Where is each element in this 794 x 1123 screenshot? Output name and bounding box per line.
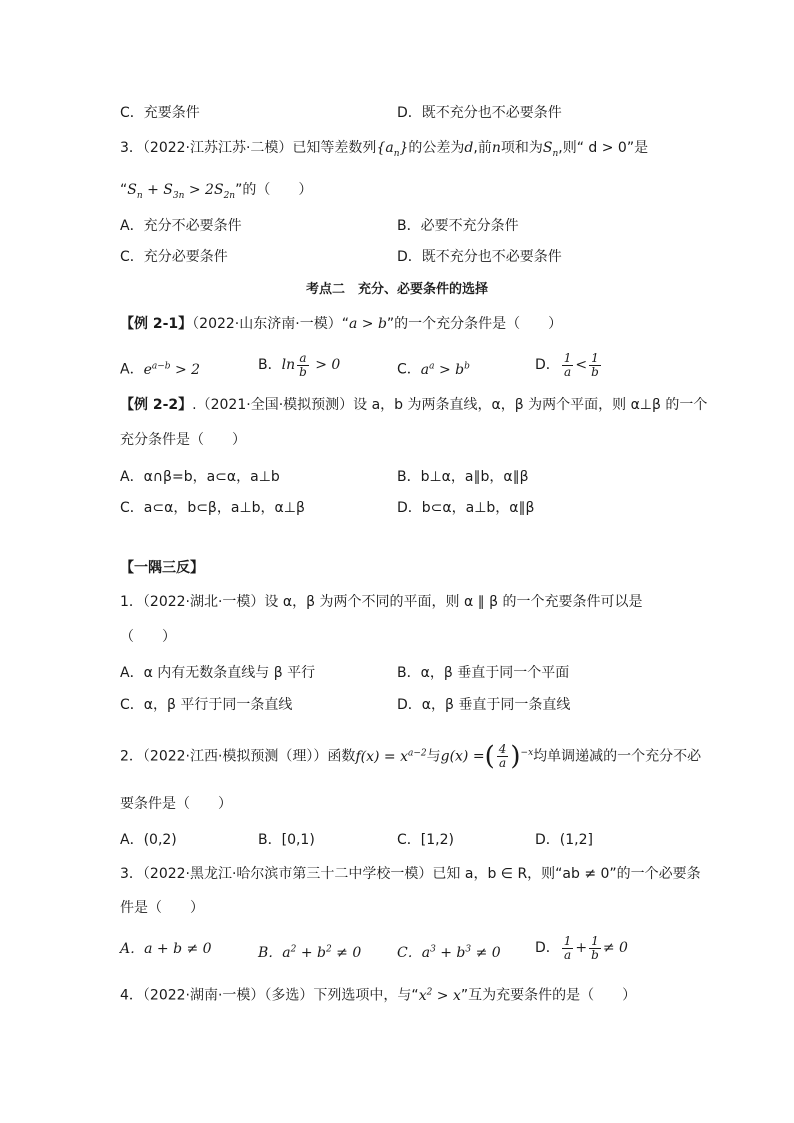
p2-option-b: B．[0,1): [258, 832, 315, 848]
ex22-option-c: C．a⊂α，b⊂β，a⊥b，α⊥β: [120, 500, 305, 516]
p1-option-b: B．α，β 垂直于同一个平面: [397, 665, 570, 681]
ex22-option-d: D．b⊂α，a⊥b，α∥β: [397, 500, 535, 516]
p3-option-d: D． $\frac{1}{a}$ + $\frac{1}{b}$ ≠ 0: [535, 933, 628, 962]
example-2-2: 【例 2-2】.（2021·全国·模拟预测）设 a，b 为两条直线，α，β 为两个平面，则 α⊥β 的一个: [120, 397, 708, 413]
p3-option-a: A．a + b ≠ 0: [120, 941, 212, 957]
p1-option-a: A．α 内有无数条直线与 β 平行: [120, 665, 316, 681]
p2-option-d: D．(1,2]: [535, 832, 593, 848]
p1-option-c: C．α，β 平行于同一条直线: [120, 697, 293, 713]
q3-option-a: A．充分不必要条件: [120, 218, 242, 234]
practice-3-line2: 件是（ ）: [120, 900, 204, 916]
practice-2-line2: 要条件是（ ）: [120, 796, 232, 812]
q3-option-c: C．充分必要条件: [120, 249, 228, 265]
option-d: D．既不充分也不必要条件: [397, 105, 562, 121]
option-c: C．充要条件: [120, 105, 200, 121]
example-2-2-line2: 充分条件是（ ）: [120, 432, 246, 448]
practice-title: 【一隅三反】: [120, 560, 204, 576]
ex21-option-a: A．$e^{a-b} > 2$: [120, 361, 201, 378]
p3-option-c: C．$a^3 + b^3 \ne 0$: [397, 944, 501, 961]
p2-option-c: C．[1,2): [397, 832, 454, 848]
q3-option-b: B．必要不充分条件: [397, 218, 519, 234]
practice-2: 2．（2022·江西·模拟预测（理））函数$f(x) = x^{a-2}$与g(x) =( $\frac{4}{a}$ )$^{-x}$均单调递减的一个充分不必: [120, 741, 702, 772]
ex22-option-a: A．α∩β=b，a⊂α，a⊥b: [120, 469, 280, 485]
practice-1-line2: （ ）: [120, 629, 176, 645]
ex21-option-c: C．$a^a > b^b$: [397, 361, 470, 378]
practice-1: 1．（2022·湖北·一模）设 α，β 为两个不同的平面，则 α ∥ β 的一个充要条件可以是: [120, 594, 643, 610]
ex22-option-b: B．b⊥α，a∥b，α∥β: [397, 469, 529, 485]
example-2-1: 【例 2-1】（2022·山东济南·一模）“a > b”的一个充分条件是（ ）: [120, 316, 563, 332]
q3-option-d: D．既不充分也不必要条件: [397, 249, 562, 265]
ex21-option-b: B．ln $\frac{a}{b}$ > 0: [258, 350, 341, 379]
question-3-line2: “$S_n + S_{3n} > 2S_{2n}$”的（ ）: [120, 182, 313, 201]
p3-option-b: B．$a^2 + b^2 \ne 0$: [258, 944, 362, 961]
practice-4: 4．（2022·湖南·一模）（多选）下列选项中，与“$x^2 > x$”互为充要条件的是（ ）: [120, 987, 637, 1004]
question-3-line1: 3．（2022·江苏江苏·二模）已知等差数列$\{a_n\}$的公差为d,前n项和为$S_n$,则“ d > 0”是: [120, 140, 649, 159]
p2-option-a: A．(0,2): [120, 832, 177, 848]
p1-option-d: D．α，β 垂直于同一条直线: [397, 697, 571, 713]
section-title: 考点二 充分、必要条件的选择: [305, 282, 488, 297]
practice-3: 3．（2022·黑龙江·哈尔滨市第三十二中学校一模）已知 a，b ∈ R，则“ab ≠ 0”的一个必要条: [120, 866, 701, 882]
ex21-option-d: D． $\frac{1}{a}$ < $\frac{1}{b}$: [535, 350, 599, 379]
